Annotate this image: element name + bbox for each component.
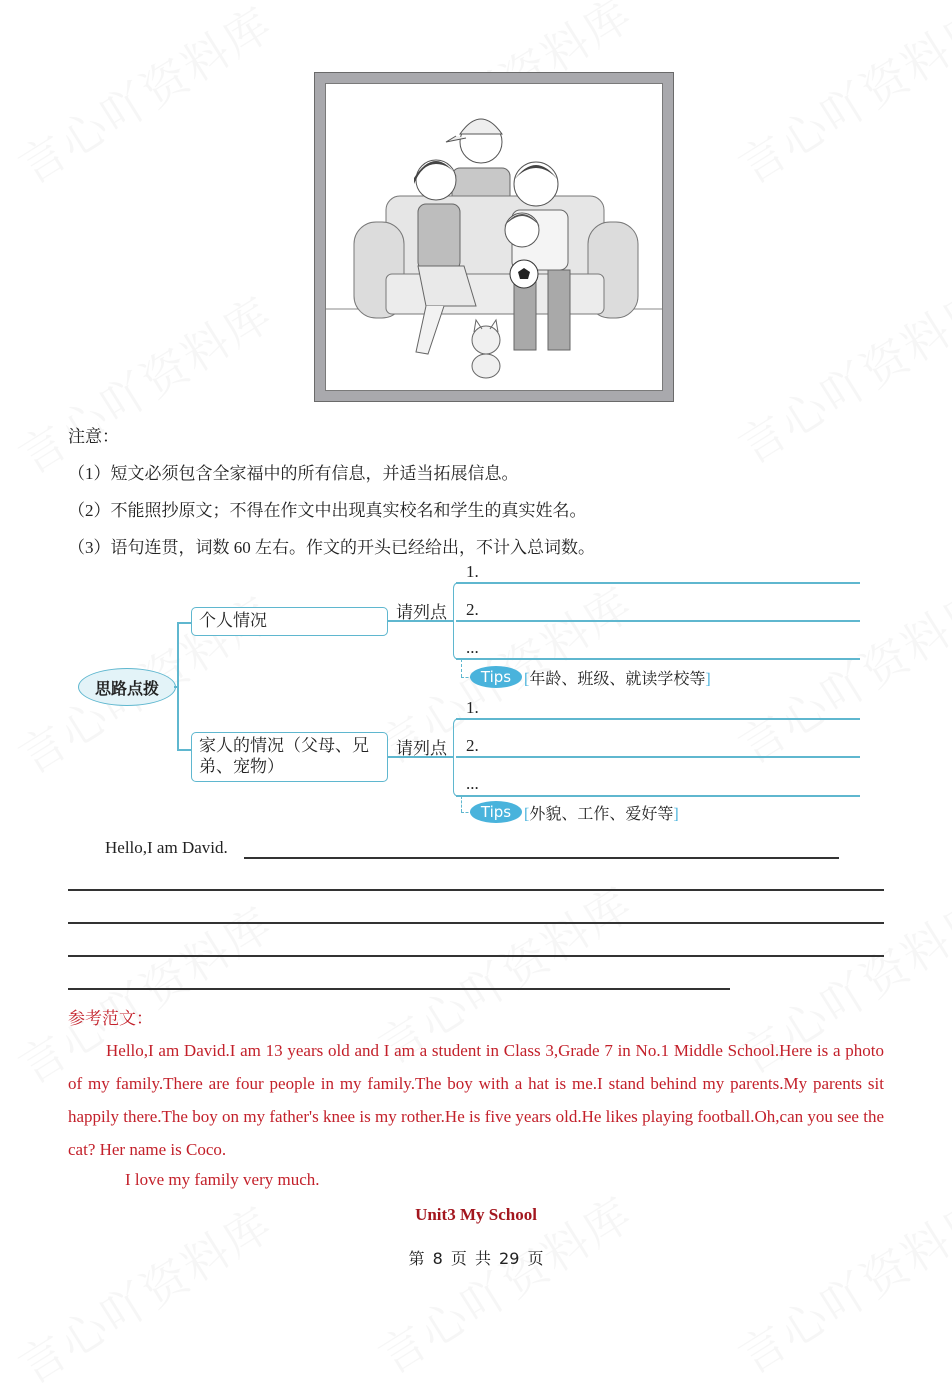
- point-line: [456, 795, 860, 797]
- answer-line[interactable]: [68, 922, 884, 924]
- point-1: 1.: [466, 562, 479, 581]
- tips-connector: [461, 796, 462, 812]
- reference-title: 参考范文：: [68, 1009, 153, 1028]
- watermark: [4, 0, 283, 197]
- watermark: [724, 269, 952, 478]
- tips-badge: Tips: [470, 666, 522, 688]
- point-2: 2.: [466, 600, 479, 619]
- branch-family-info: [191, 732, 388, 782]
- notes-title: 注意：: [68, 427, 119, 446]
- connector-label: 请列点: [396, 603, 447, 622]
- point-line: [456, 620, 860, 622]
- tips-text: [年龄、班级、就读学校等]: [524, 671, 711, 688]
- point-more: ...: [466, 774, 479, 793]
- mindmap-root: 思路点拨: [78, 668, 176, 706]
- branch-label-line2: 弟、宠物）: [199, 757, 284, 776]
- reference-essay-body: Hello,I am David.I am 13 years old and I am a student in Class 3,Grade 7 in No.1 Middle School.Here is a photo of my family.There are four people in my family.The boy with a hat is me.I stand behind my parents.My parents sit happily there.The boy on my father's knee is my rother.He is five years old.He likes playing football.Oh,can you see the cat? Her name is Coco.: [68, 1041, 884, 1159]
- branch-label-line1: 家人的情况（父母、兄: [199, 736, 369, 755]
- connector-line: [177, 622, 192, 624]
- answer-line[interactable]: [244, 857, 839, 859]
- tips-connector: [461, 659, 462, 677]
- point-1: 1.: [466, 698, 479, 717]
- branch-label: 个人情况: [199, 611, 267, 630]
- family-photo-figure: [314, 72, 674, 402]
- point-line: [456, 658, 860, 660]
- tips-text: [外貌、工作、爱好等]: [524, 806, 679, 823]
- watermark: [724, 569, 952, 778]
- answer-line[interactable]: [68, 889, 884, 891]
- point-line: [456, 756, 860, 758]
- writing-notes: [68, 418, 595, 566]
- branch-personal-info: [191, 607, 388, 636]
- reference-essay-closing: I love my family very much.: [125, 1170, 320, 1189]
- point-2: 2.: [466, 736, 479, 755]
- next-unit-heading: Unit3 My School: [415, 1205, 537, 1224]
- answer-line[interactable]: [68, 955, 884, 957]
- tips-badge: Tips: [470, 801, 522, 823]
- note-item-3: （3）语句连贯，词数 60 左右。作文的开头已经给出，不计入总词数。: [68, 538, 595, 557]
- point-more: ...: [466, 638, 479, 657]
- note-item-2: （2）不能照抄原文；不得在作文中出现真实校名和学生的真实姓名。: [68, 501, 587, 520]
- answer-line[interactable]: [68, 988, 730, 990]
- connector-label: 请列点: [396, 739, 447, 758]
- point-line: [456, 718, 860, 720]
- watermark: [724, 0, 952, 197]
- essay-opening: Hello,I am David.: [105, 838, 228, 857]
- point-line: [456, 582, 860, 584]
- note-item-1: （1）短文必须包含全家福中的所有信息，并适当拓展信息。: [68, 464, 519, 483]
- points-bracket: [453, 718, 464, 797]
- connector-line: [177, 622, 179, 750]
- family-illustration: [326, 84, 663, 391]
- connector-line: [177, 749, 192, 751]
- page-number: 第 8 页 共 29 页: [408, 1249, 544, 1268]
